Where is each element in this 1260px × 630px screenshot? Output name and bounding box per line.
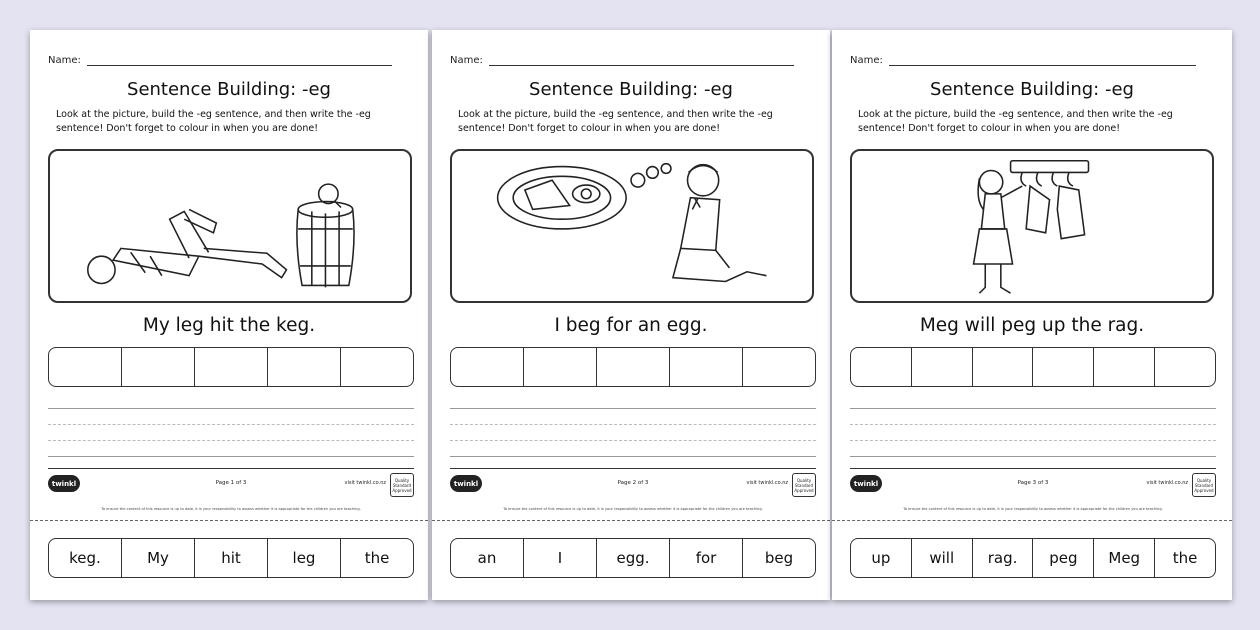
boy-kicking-keg-illustration (50, 151, 410, 301)
footer-rule (450, 468, 816, 469)
build-box[interactable] (341, 348, 413, 386)
writing-line (850, 440, 1216, 441)
worksheet-page-3 (832, 30, 1232, 600)
page-number: Page 2 of 3 (617, 480, 649, 486)
cut-line (832, 520, 1232, 521)
writing-line (450, 456, 816, 457)
word-card[interactable]: peg (1033, 539, 1094, 577)
name-line (889, 56, 1196, 66)
writing-line (850, 408, 1216, 409)
page-number: Page 3 of 3 (1017, 480, 1049, 486)
girl-hanging-rag-illustration (852, 151, 1212, 301)
writing-line (850, 456, 1216, 457)
twinkl-logo: twinkl (850, 475, 882, 492)
build-box[interactable] (1094, 348, 1155, 386)
worksheet-title: Sentence Building: -eg (930, 79, 1134, 100)
instructions: Look at the picture, build the -eg sentence, and then write the -eg sentence! Don't forget to colour in when you are done! (458, 109, 773, 134)
instructions: Look at the picture, build the -eg sentence, and then write the -eg sentence! Don't forget to colour in when you are done! (858, 109, 1173, 134)
quality-badge: Quality Standard Approved (1192, 473, 1216, 497)
build-box[interactable] (122, 348, 195, 386)
sentence-build-boxes[interactable] (450, 347, 816, 387)
build-box[interactable] (973, 348, 1034, 386)
writing-line (48, 424, 414, 425)
cut-line (432, 520, 830, 521)
build-box[interactable] (451, 348, 524, 386)
build-box[interactable] (1155, 348, 1215, 386)
footer (48, 473, 414, 497)
build-box[interactable] (195, 348, 268, 386)
sentence-build-boxes[interactable] (850, 347, 1216, 387)
page-number: Page 1 of 3 (215, 480, 247, 486)
worksheet-title: Sentence Building: -eg (529, 79, 733, 100)
build-box[interactable] (743, 348, 815, 386)
writing-line (48, 408, 414, 409)
cut-line (30, 520, 428, 521)
word-card[interactable]: Meg (1094, 539, 1155, 577)
picture-box (48, 149, 412, 303)
word-card[interactable]: the (364, 549, 390, 567)
name-line (87, 56, 392, 66)
target-sentence: Meg will peg up the rag. (919, 315, 1145, 336)
worksheet-page-1 (30, 30, 428, 600)
footer-rule (850, 468, 1216, 469)
word-card[interactable]: will (912, 539, 973, 577)
fineprint: To ensure the content of this resource is up to date, it is your responsibility to assess whether it is appropriate for the children you are teaching. (101, 507, 361, 511)
writing-line (450, 408, 816, 409)
quality-badge: Quality Standard Approved (792, 473, 816, 497)
build-box[interactable] (268, 348, 341, 386)
word-card[interactable]: I (524, 539, 597, 577)
footer (850, 473, 1216, 497)
word-card[interactable]: the (1172, 549, 1198, 567)
target-sentence: I beg for an egg. (554, 315, 708, 336)
word-card[interactable]: keg. (49, 539, 122, 577)
quality-badge: Quality Standard Approved (390, 473, 414, 497)
word-card[interactable]: for (670, 539, 743, 577)
picture-box (450, 149, 814, 303)
word-cards (450, 538, 816, 578)
word-card[interactable]: up (851, 539, 912, 577)
word-card[interactable]: an (451, 539, 524, 577)
name-line (489, 56, 794, 66)
name-field (450, 52, 794, 66)
site-url: visit twinkl.co.nz (1146, 480, 1188, 486)
name-field (48, 52, 392, 66)
word-card[interactable]: hit (195, 539, 268, 577)
build-box[interactable] (670, 348, 743, 386)
build-box[interactable] (597, 348, 670, 386)
site-url: visit twinkl.co.nz (344, 480, 386, 486)
word-card[interactable]: rag. (973, 539, 1034, 577)
instructions: Look at the picture, build the -eg sentence, and then write the -eg sentence! Don't forget to colour in when you are done! (56, 109, 371, 134)
boy-dreaming-of-egg-illustration (452, 151, 812, 301)
build-box[interactable] (49, 348, 122, 386)
name-label: Name: (450, 55, 483, 66)
name-label: Name: (850, 55, 883, 66)
footer-rule (48, 468, 414, 469)
picture-box (850, 149, 1214, 303)
writing-line (450, 440, 816, 441)
twinkl-logo: twinkl (48, 475, 80, 492)
word-card[interactable]: leg (268, 539, 341, 577)
target-sentence: My leg hit the keg. (142, 315, 316, 336)
build-box[interactable] (1033, 348, 1094, 386)
site-url: visit twinkl.co.nz (746, 480, 788, 486)
fineprint: To ensure the content of this resource is up to date, it is your responsibility to assess whether it is appropriate for the children you are teaching. (903, 507, 1163, 511)
footer (450, 473, 816, 497)
sentence-build-boxes[interactable] (48, 347, 414, 387)
name-field (850, 52, 1196, 66)
worksheet-title: Sentence Building: -eg (127, 79, 331, 100)
word-card[interactable]: egg. (597, 539, 670, 577)
writing-line (850, 424, 1216, 425)
build-box[interactable] (524, 348, 597, 386)
name-label: Name: (48, 55, 81, 66)
build-box[interactable] (851, 348, 912, 386)
word-card[interactable]: beg (764, 549, 794, 567)
worksheet-page-2 (432, 30, 830, 600)
writing-line (450, 424, 816, 425)
twinkl-logo: twinkl (450, 475, 482, 492)
word-card[interactable]: My (122, 539, 195, 577)
word-cards (48, 538, 414, 578)
fineprint: To ensure the content of this resource is up to date, it is your responsibility to assess whether it is appropriate for the children you are teaching. (503, 507, 763, 511)
word-cards (850, 538, 1216, 578)
writing-line (48, 440, 414, 441)
writing-line (48, 456, 414, 457)
build-box[interactable] (912, 348, 973, 386)
